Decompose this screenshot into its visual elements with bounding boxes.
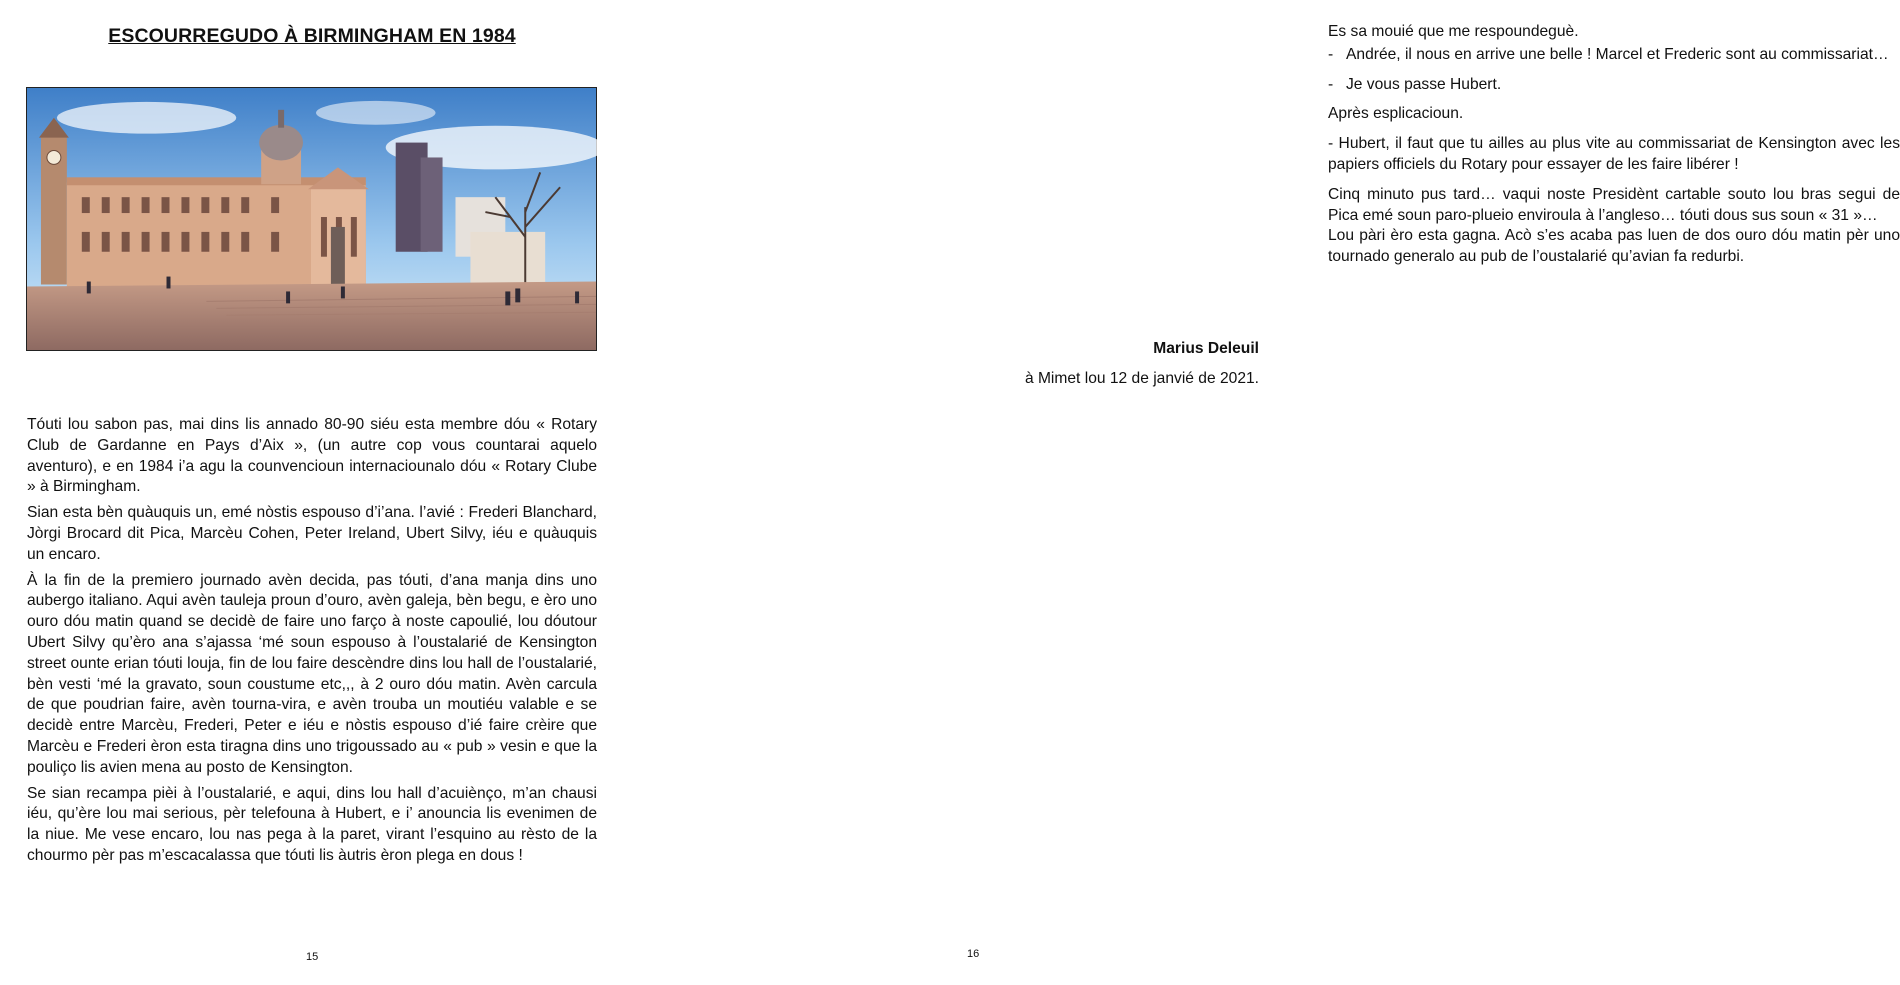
right-page bbox=[640, 0, 1900, 985]
paragraph: À la fin de la premiero journado avèn decida, pas tóuti, d’ana manja dins uno aubergo italiano. Aqui avèn tauleja proun d’ouro, avèn galeja, bèn begu, e èro uno ouro dóu matin quand se decidè de faire uno farço à noste capoulié, lou dóutour Ubert Silvy qu’èro ana s’ajassa ‘mé soun espouso à l’oustalarié de Kensington street ounte erian tóuti louja, fin de lou faire descèndre dins lou hall de l’oustalarié, bèn vesti ‘mé la gravato, soun coustume etc,,, à 2 ouro dóu matin. Avèn carcula de que poudrian faire, avèn tourna-vira, e avèn trouba un moutiéu valable e se decidè entre Marcèu, Frederi, Peter e iéu e nòstis espouso d’ié faire crèire que Marcèu e Frederi èron esta tiragna dins uno trigoussado au « pub » vesin e que la pouliço lis avien mena au posto de Kensington. bbox=[27, 571, 597, 776]
birmingham-photo bbox=[26, 87, 597, 351]
quote-paragraph: - Hubert, il faut que tu ailles au plus vite au commissariat de Kensington avec les papiers officiels du Rotary pour essayer de les faire libérer ! bbox=[1328, 135, 1900, 173]
closing-paragraph: Cinq minuto pus tard… vaqui noste Presidènt cartable souto lou bras segui de Pica emé soun paro-plueio enviroula à l’angleso… tóuti dous sus soun « 31 »… bbox=[1328, 185, 1900, 224]
left-page bbox=[0, 0, 640, 985]
signature-date: à Mimet lou 12 de janvié de 2021. bbox=[1024, 370, 1259, 387]
right-article-body bbox=[1328, 22, 1900, 268]
explanation-line: Après esplicacioun. bbox=[1328, 105, 1464, 123]
closing-paragraph: Lou pàri èro esta gagna. Acò s’es acaba pas luen de dos ouro dóu matin pèr uno tournado generalo au pub de l’oustalarié qu’avian fa redurbi. bbox=[1328, 227, 1900, 266]
author-signature: Marius Deleuil bbox=[1153, 340, 1259, 357]
dialogue-text: Andrée, il nous en arrive une belle ! Marcel et Frederic sont au commissariat… bbox=[1346, 45, 1889, 63]
dialogue-item bbox=[1328, 45, 1900, 66]
page-number: 15 bbox=[306, 951, 319, 963]
paragraph: Tóuti lou sabon pas, mai dins lis annado 80-90 siéu esta membre dóu « Rotary Club de Gardanne en Pays d’Aix », (un autre cop vous countarai aquelo aventuro), e en 1984 i’a agu la counvencioun internaciounalo dóu « Rotary Clube » à Birmingham. bbox=[27, 416, 597, 496]
page-number: 16 bbox=[967, 948, 980, 960]
dialogue-text: Je vous passe Hubert. bbox=[1346, 75, 1502, 93]
paragraph: Se sian recampa pièi à l’oustalarié, e aqui, dins lou hall d’acuiènço, m’an chausi iéu, qu’ère lou mai serious, pèr telefouna à Hubert, e i’ anouncia lis evenimen de la niue. Me vese encaro, lou nas pega à la paret, virant l’esquino au rèsto de la chourmo pèr pas m’escacalassa que tóuti lis àutris èron plega en dous ! bbox=[27, 784, 597, 864]
left-article-body bbox=[27, 415, 597, 872]
dialogue-item bbox=[1328, 75, 1900, 96]
council-house-illustration bbox=[27, 88, 596, 350]
intro-line: Es sa mouié que me respoundeguè. bbox=[1328, 23, 1579, 40]
dialogue-dash: - bbox=[1328, 45, 1334, 63]
article-title: ESCOURREGUDO À BIRMINGHAM EN 1984 bbox=[108, 25, 516, 47]
paragraph: Sian esta bèn quàuquis un, emé nòstis espouso d’i’ana. l’avié : Frederi Blanchard, Jòrgi Brocard dit Pica, Marcèu Cohen, Peter Ireland, Ubert Silvy, iéu e quàuquis un encaro. bbox=[27, 504, 597, 563]
dialogue-dash: - bbox=[1328, 75, 1334, 93]
